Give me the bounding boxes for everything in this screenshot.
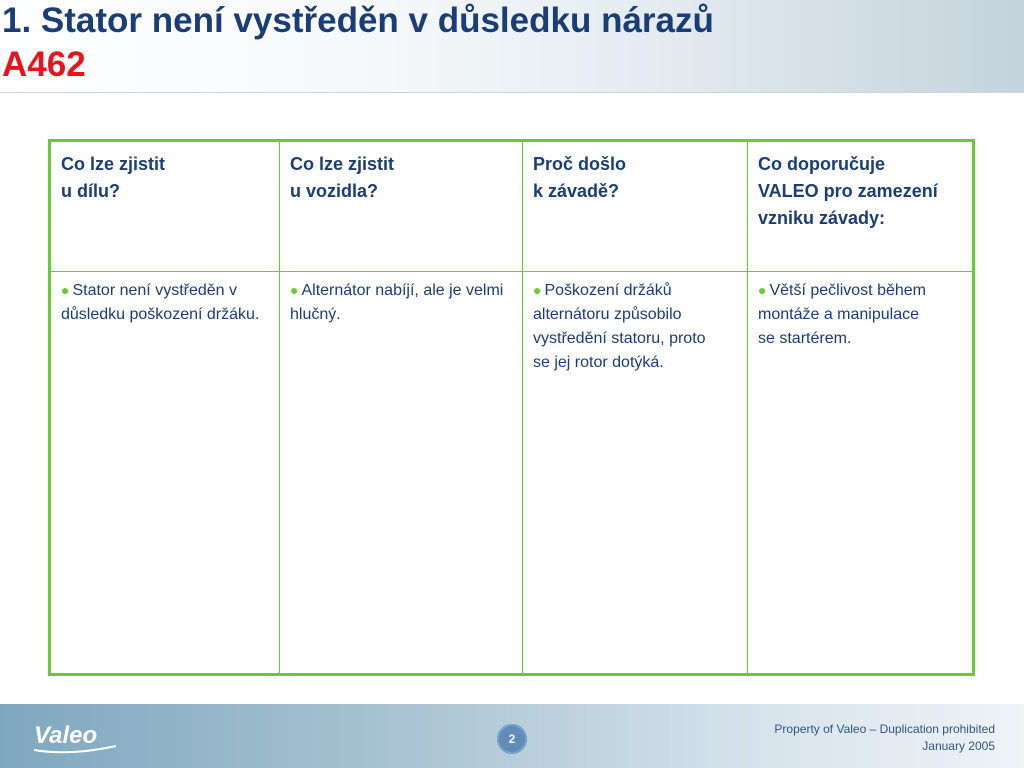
bullet-icon: ● — [61, 282, 70, 298]
table-row — [51, 272, 973, 674]
slide-title: 1. Stator není vystředěn v důsledku nárazů — [2, 1, 714, 40]
cell-text: Větší pečlivost během montáže a manipulace se startérem. — [758, 282, 926, 347]
diagnosis-table-grid — [50, 141, 973, 674]
header-cell-recommendation — [748, 142, 973, 272]
header-text: Co lze zjistit — [61, 154, 166, 174]
body-cell-part — [51, 272, 280, 674]
header-text: Co doporučuje VALEO pro zamezení vzniku závady: — [758, 154, 938, 228]
body-cell-recommendation — [748, 272, 973, 674]
bullet-icon: ● — [533, 282, 542, 298]
body-cell-cause — [523, 272, 748, 674]
header-text: u vozidla? — [290, 181, 379, 201]
page-number-badge: 2 — [497, 724, 527, 754]
header-text: Co lze zjistit — [290, 154, 395, 174]
slide-footer — [0, 704, 1024, 768]
slide-subtitle-code: A462 — [2, 45, 86, 84]
header-text: Proč došlo — [533, 154, 627, 174]
logo-text: Valeo — [34, 722, 98, 749]
header-cell-vehicle — [280, 142, 523, 272]
cell-text: Stator není vystředěn v důsledku poškození držáku. — [61, 282, 260, 323]
property-notice: Property of Valeo – Duplication prohibited — [774, 722, 995, 736]
footer-notice — [774, 721, 995, 755]
valeo-logo — [30, 716, 120, 756]
table-header-row — [51, 142, 973, 272]
body-cell-vehicle — [280, 272, 523, 674]
cell-text: Poškození držáků alternátoru způsobilo vystředění statoru, proto se jej rotor dotýká. — [533, 282, 706, 371]
header-cell-cause — [523, 142, 748, 272]
cell-text: Alternátor nabíjí, ale je velmi hlučný. — [290, 282, 504, 323]
header-cell-part — [51, 142, 280, 272]
header-text: u dílu? — [61, 181, 120, 201]
footer-date: January 2005 — [922, 739, 995, 753]
header-text: k závadě? — [533, 181, 620, 201]
diagnosis-table — [48, 139, 975, 676]
bullet-icon: ● — [758, 282, 767, 298]
slide-header — [0, 0, 1024, 93]
bullet-icon: ● — [290, 282, 299, 298]
